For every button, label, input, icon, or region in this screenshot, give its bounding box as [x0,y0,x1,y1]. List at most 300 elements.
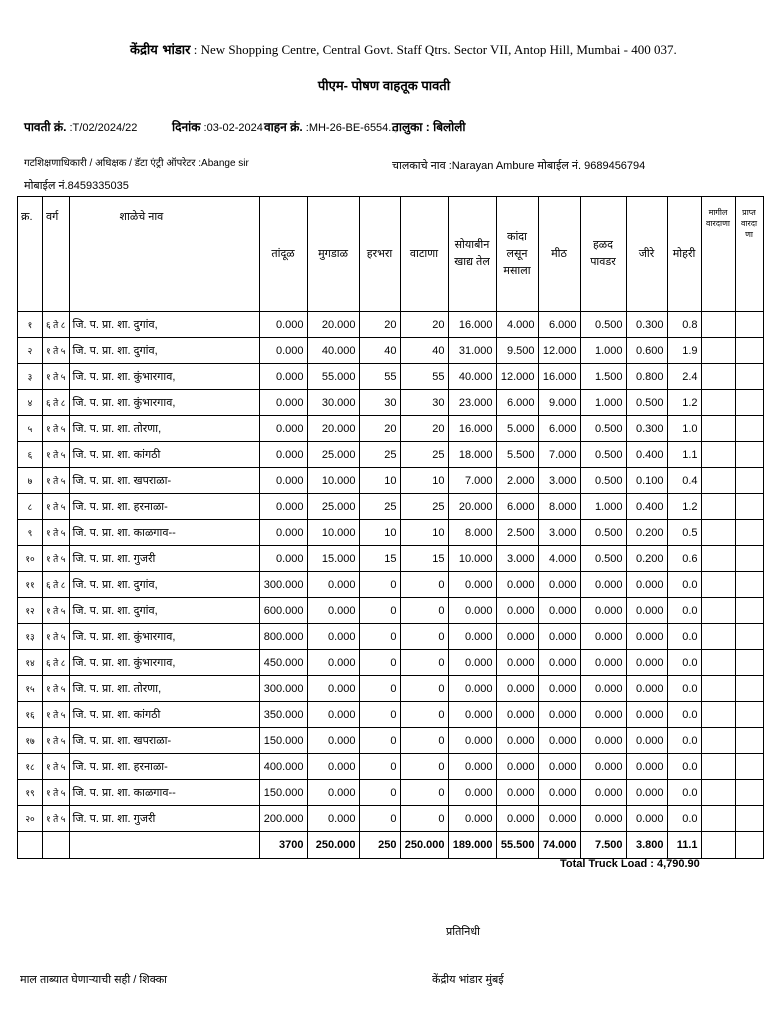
total-cell [43,832,70,859]
table-cell: १५ [18,676,43,702]
table-cell: 0.000 [538,754,580,780]
table-cell: १ ते ५ [43,494,70,520]
table-cell: 0.000 [259,442,307,468]
table-cell: 1.1 [667,442,701,468]
table-cell: 0.000 [307,806,359,832]
table-cell: ६ ते ८ [43,390,70,416]
table-cell: ११ [18,572,43,598]
table-cell: 0.000 [259,390,307,416]
table-cell: 0.000 [496,598,538,624]
table-row [18,494,764,520]
table-cell: ६ ते ८ [43,572,70,598]
table-cell: १ ते ५ [43,806,70,832]
table-cell: 16.000 [448,416,496,442]
table-cell: 5.500 [496,442,538,468]
table-cell: 0.000 [448,702,496,728]
total-cell [18,832,43,859]
table-cell: 0.000 [307,624,359,650]
table-cell: 12.000 [496,364,538,390]
total-cell [735,832,763,859]
table-cell: 55 [359,364,400,390]
table-cell: 0.0 [667,702,701,728]
table-cell: 0.000 [538,806,580,832]
taluka-value: : बिलोली [422,120,466,134]
table-cell: 0 [400,754,448,780]
table-cell: जि. प. प्रा. शा. कुंभारगाव, [69,650,259,676]
table-cell: 0.200 [626,546,667,572]
table-cell: जि. प. प्रा. शा. खपराळा- [69,728,259,754]
table-cell: १ ते ५ [43,676,70,702]
table-cell: 0.000 [496,676,538,702]
table-cell: 0.000 [538,624,580,650]
table-cell: 400.000 [259,754,307,780]
table-cell: 0.4 [667,468,701,494]
table-cell [735,338,763,364]
table-cell [701,442,735,468]
table-cell: 150.000 [259,728,307,754]
table-cell: २ [18,338,43,364]
table-cell: 0.800 [626,364,667,390]
table-cell: 0 [359,780,400,806]
table-cell: 40.000 [448,364,496,390]
org-separator: : [190,42,201,57]
table-cell: 10 [359,468,400,494]
table-cell [701,702,735,728]
table-row [18,702,764,728]
table-cell [701,520,735,546]
table-cell: 9.000 [538,390,580,416]
table-cell: 0 [359,650,400,676]
table-cell: १ ते ५ [43,442,70,468]
table-cell: १ ते ५ [43,598,70,624]
table-cell: 30 [400,390,448,416]
table-cell: जि. प. प्रा. शा. कांगठी [69,442,259,468]
table-cell [735,572,763,598]
table-cell [701,624,735,650]
table-cell: 6.000 [496,390,538,416]
table-cell [701,494,735,520]
table-cell: 0.000 [580,728,626,754]
table-cell: 0.000 [307,598,359,624]
col-header: शाळेचे नाव [69,197,259,312]
table-cell: 5.000 [496,416,538,442]
table-cell: 6.000 [538,416,580,442]
table-cell: 0.000 [448,728,496,754]
table-cell: 40.000 [307,338,359,364]
org-address: New Shopping Centre, Central Govt. Staff Qtrs. Sector VII, Antop Hill, Mumbai - 400 037. [200,42,677,57]
total-cell: 250 [359,832,400,859]
table-cell: ८ [18,494,43,520]
table-cell: 1.9 [667,338,701,364]
table-cell: 0.000 [448,624,496,650]
table-cell: 0 [359,676,400,702]
table-cell: 0.300 [626,416,667,442]
table-cell: 0 [400,806,448,832]
table-cell: 6.000 [496,494,538,520]
table-cell [735,780,763,806]
table-cell: 150.000 [259,780,307,806]
table-cell: 25 [359,494,400,520]
table-cell: 0.000 [626,572,667,598]
table-cell: १ ते ५ [43,520,70,546]
table-cell: 0.000 [626,728,667,754]
table-cell: १६ [18,702,43,728]
table-cell: 8.000 [538,494,580,520]
table-cell: 0.000 [307,780,359,806]
table-cell: 15.000 [307,546,359,572]
col-header: मागील वारदाणा [701,197,735,312]
table-cell: 0.000 [307,728,359,754]
table-cell: 4.000 [496,312,538,338]
table-cell: १ ते ५ [43,728,70,754]
total-cell: 55.500 [496,832,538,859]
table-cell: १२ [18,598,43,624]
table-cell: 0.000 [538,572,580,598]
table-cell: 0.000 [538,702,580,728]
table-row [18,416,764,442]
total-cell: 3.800 [626,832,667,859]
table-cell [735,494,763,520]
table-cell: 10 [400,468,448,494]
table-cell: 30 [359,390,400,416]
header-line [130,40,677,58]
table-cell: जि. प. प्रा. शा. हरनाळा- [69,754,259,780]
table-cell: 0.000 [496,780,538,806]
table-cell: 25 [400,494,448,520]
table-row [18,676,764,702]
total-cell [69,832,259,859]
table-cell: 0.000 [580,650,626,676]
total-cell: 7.500 [580,832,626,859]
table-cell: 0.500 [580,416,626,442]
table-cell: १ ते ५ [43,338,70,364]
driver-info: चालकाचे नाव :Narayan Ambure मोबाईल नं. 9689456794 [392,160,646,172]
table-cell: 0.000 [307,702,359,728]
table-cell: 25 [359,442,400,468]
table-cell [701,650,735,676]
taluka [392,118,466,135]
table-cell: 18.000 [448,442,496,468]
table-cell: ७ [18,468,43,494]
table-cell: 0.000 [259,312,307,338]
table-cell: १४ [18,650,43,676]
table-cell: 8.000 [448,520,496,546]
table-cell: 0.000 [259,546,307,572]
table-cell: 0.000 [307,650,359,676]
table-cell: 0.0 [667,806,701,832]
table-cell: 1.000 [580,338,626,364]
table-cell: १ ते ५ [43,780,70,806]
col-header: जीरे [626,197,667,312]
table-cell [735,390,763,416]
table-cell: १३ [18,624,43,650]
table-cell [735,650,763,676]
table-cell: १८ [18,754,43,780]
table-cell [701,728,735,754]
table-cell: 3.000 [538,520,580,546]
table-cell: 20 [400,416,448,442]
table-row [18,338,764,364]
table-cell: 0.000 [259,338,307,364]
table-cell: १० [18,546,43,572]
table-cell: १ ते ५ [43,468,70,494]
table-cell: 20 [400,312,448,338]
table-cell: 30.000 [307,390,359,416]
table-cell [701,780,735,806]
table-cell: 6.000 [538,312,580,338]
table-row [18,572,764,598]
table-cell: 0.8 [667,312,701,338]
table-cell: 0.0 [667,650,701,676]
table-cell: 0.000 [626,650,667,676]
table-cell [735,754,763,780]
table-cell: 20 [359,312,400,338]
table-cell [735,624,763,650]
table-cell: ६ ते ८ [43,650,70,676]
table-cell: जि. प. प्रा. शा. दुगांव, [69,572,259,598]
table-cell: जि. प. प्रा. शा. दुगांव, [69,312,259,338]
table-cell: 0 [400,728,448,754]
table-cell: १ ते ५ [43,546,70,572]
table-cell [701,338,735,364]
table-row [18,598,764,624]
table-cell: 0.000 [538,780,580,806]
table-cell: 0.000 [626,806,667,832]
table-cell: जि. प. प्रा. शा. दुगांव, [69,598,259,624]
table-cell: ५ [18,416,43,442]
table-row [18,780,764,806]
total-cell: 250.000 [400,832,448,859]
table-cell: 2.4 [667,364,701,390]
table-cell: ९ [18,520,43,546]
table-cell: 0.000 [259,520,307,546]
table-cell: 0 [400,572,448,598]
table-cell: जि. प. प्रा. शा. कांगठी [69,702,259,728]
date-value: :03-02-2024 [200,122,263,134]
table-cell [735,728,763,754]
store-signature: केंद्रीय भांडार मुंबई [432,974,504,986]
table-cell [735,520,763,546]
total-truck-load: Total Truck Load : 4,790.90 [560,858,700,870]
total-cell: 189.000 [448,832,496,859]
col-header: हरभरा [359,197,400,312]
col-header: सोयाबीन खाद्य तेल [448,197,496,312]
table-cell: 0.000 [538,728,580,754]
table-cell: 0.000 [580,598,626,624]
total-cell: 250.000 [307,832,359,859]
table-cell: 0.000 [259,468,307,494]
table-cell: १ ते ५ [43,702,70,728]
table-cell: 1.2 [667,494,701,520]
document-title: पीएम- पोषण वाहतूक पावती [317,78,451,93]
table-cell: जि. प. प्रा. शा. काळगाव-- [69,780,259,806]
table-row [18,442,764,468]
table-cell: 0.000 [580,702,626,728]
table-cell: 0 [359,572,400,598]
table-cell: 350.000 [259,702,307,728]
officer-mobile: मोबाईल नं.8459335035 [24,180,129,192]
table-cell: 10.000 [307,520,359,546]
table-cell: 0.000 [448,598,496,624]
officer-info: गटशिक्षणाधिकारी / अधिक्षक / डॅटा एंट्री ऑपरेटर :Abange sir [24,158,249,169]
table-cell: जि. प. प्रा. शा. खपराळा- [69,468,259,494]
table-cell: १ [18,312,43,338]
total-cell: 11.1 [667,832,701,859]
table-cell: 0.500 [626,390,667,416]
table-cell [701,312,735,338]
table-cell: जि. प. प्रा. शा. तोरणा, [69,416,259,442]
table-cell: १७ [18,728,43,754]
table-cell [701,754,735,780]
table-cell: 7.000 [538,442,580,468]
table-cell: 0.200 [626,520,667,546]
table-cell: 0.000 [496,728,538,754]
col-header: कांदा लसून मसाला [496,197,538,312]
receipt-date [172,118,263,135]
table-cell [735,468,763,494]
table-cell: 0.500 [580,442,626,468]
table-cell: १९ [18,780,43,806]
receipt-number [24,118,137,135]
table-cell: 0.000 [580,624,626,650]
table-cell: 2.500 [496,520,538,546]
table-cell: 4.000 [538,546,580,572]
table-row [18,650,764,676]
table-cell: 0.000 [448,754,496,780]
table-cell [735,364,763,390]
table-cell: 20.000 [307,416,359,442]
table-cell: 0.000 [580,572,626,598]
table-cell: जि. प. प्रा. शा. हरनाळा- [69,494,259,520]
table-cell: 0.000 [448,676,496,702]
table-cell: 0.000 [580,754,626,780]
table-cell: जि. प. प्रा. शा. कुंभारगाव, [69,624,259,650]
table-cell: 0.000 [580,676,626,702]
table-row [18,624,764,650]
table-cell: 3.000 [496,546,538,572]
table-cell: 0.5 [667,520,701,546]
table-cell: 300.000 [259,676,307,702]
table-cell: १ ते ५ [43,624,70,650]
table-row [18,390,764,416]
table-cell: 0.0 [667,754,701,780]
table-cell: 0 [400,676,448,702]
table-cell: 20.000 [307,312,359,338]
table-cell: 0.600 [626,338,667,364]
table-cell: 0 [400,702,448,728]
table-cell: 1.0 [667,416,701,442]
table-cell: 2.000 [496,468,538,494]
table-cell: 0.000 [626,624,667,650]
table-cell: 0.000 [448,650,496,676]
table-cell [735,546,763,572]
table-cell [701,468,735,494]
table-cell [735,598,763,624]
table-cell: 10 [359,520,400,546]
table-row [18,806,764,832]
vehicle-number [264,118,397,135]
date-label: दिनांक [172,120,201,134]
receiver-signature: माल ताब्यात घेणाऱ्याची सही / शिक्का [20,974,168,986]
table-cell: 0 [359,598,400,624]
table-cell: ३ [18,364,43,390]
table-cell: 0 [359,702,400,728]
table-cell: 0.0 [667,676,701,702]
table-cell: 0.000 [259,416,307,442]
table-cell: 0.000 [538,650,580,676]
table-cell: 1.500 [580,364,626,390]
table-cell: 0.0 [667,728,701,754]
table-cell: 25.000 [307,494,359,520]
table-cell: 0.000 [538,676,580,702]
table-cell: 0 [359,728,400,754]
table-cell: 55 [400,364,448,390]
vehicle-value: :MH-26-BE-6554.., [302,122,398,134]
table-cell [735,806,763,832]
table-cell: 20 [359,416,400,442]
col-header: तांदूळ [259,197,307,312]
receipt-label: पावती क्रं. [24,120,67,134]
table-cell: ४ [18,390,43,416]
table-row [18,520,764,546]
table-cell: 0.000 [626,598,667,624]
table-cell [735,676,763,702]
table-cell: 10.000 [448,546,496,572]
table-cell: जि. प. प्रा. शा. कुंभारगाव, [69,364,259,390]
table-cell: 300.000 [259,572,307,598]
col-header: प्राप्त वारदा णा [735,197,763,312]
table-cell: 0 [400,624,448,650]
table-cell: 0.0 [667,598,701,624]
table-cell: 0.000 [626,702,667,728]
table-cell: 16.000 [448,312,496,338]
table-cell: 1.000 [580,390,626,416]
table-cell: 0.000 [307,676,359,702]
table-cell [701,676,735,702]
table-cell: 20.000 [448,494,496,520]
col-header: मोहरी [667,197,701,312]
col-header: वर्ग [43,197,70,312]
table-cell: 0 [400,650,448,676]
table-cell: जि. प. प्रा. शा. तोरणा, [69,676,259,702]
table-cell: 0.000 [626,780,667,806]
table-cell: 0.000 [626,754,667,780]
table-cell: 55.000 [307,364,359,390]
col-header: क्र. [18,197,43,312]
table-cell: 600.000 [259,598,307,624]
table-cell: 0.000 [307,754,359,780]
table-cell: 0.0 [667,572,701,598]
table-cell: 25.000 [307,442,359,468]
table-cell: 1.000 [580,494,626,520]
table-cell: 0.500 [580,546,626,572]
table-cell [735,702,763,728]
table-cell: 800.000 [259,624,307,650]
table-cell: जि. प. प्रा. शा. गुजरी [69,806,259,832]
table-row [18,728,764,754]
table-cell [735,416,763,442]
table-cell: 3.000 [538,468,580,494]
table-cell: 0.000 [448,572,496,598]
table-cell: 0.000 [259,364,307,390]
table-cell: ६ [18,442,43,468]
table-cell: 0.300 [626,312,667,338]
total-cell: 3700 [259,832,307,859]
table-row [18,468,764,494]
total-cell: 74.000 [538,832,580,859]
table-cell: 0.000 [538,598,580,624]
col-header: वाटाणा [400,197,448,312]
